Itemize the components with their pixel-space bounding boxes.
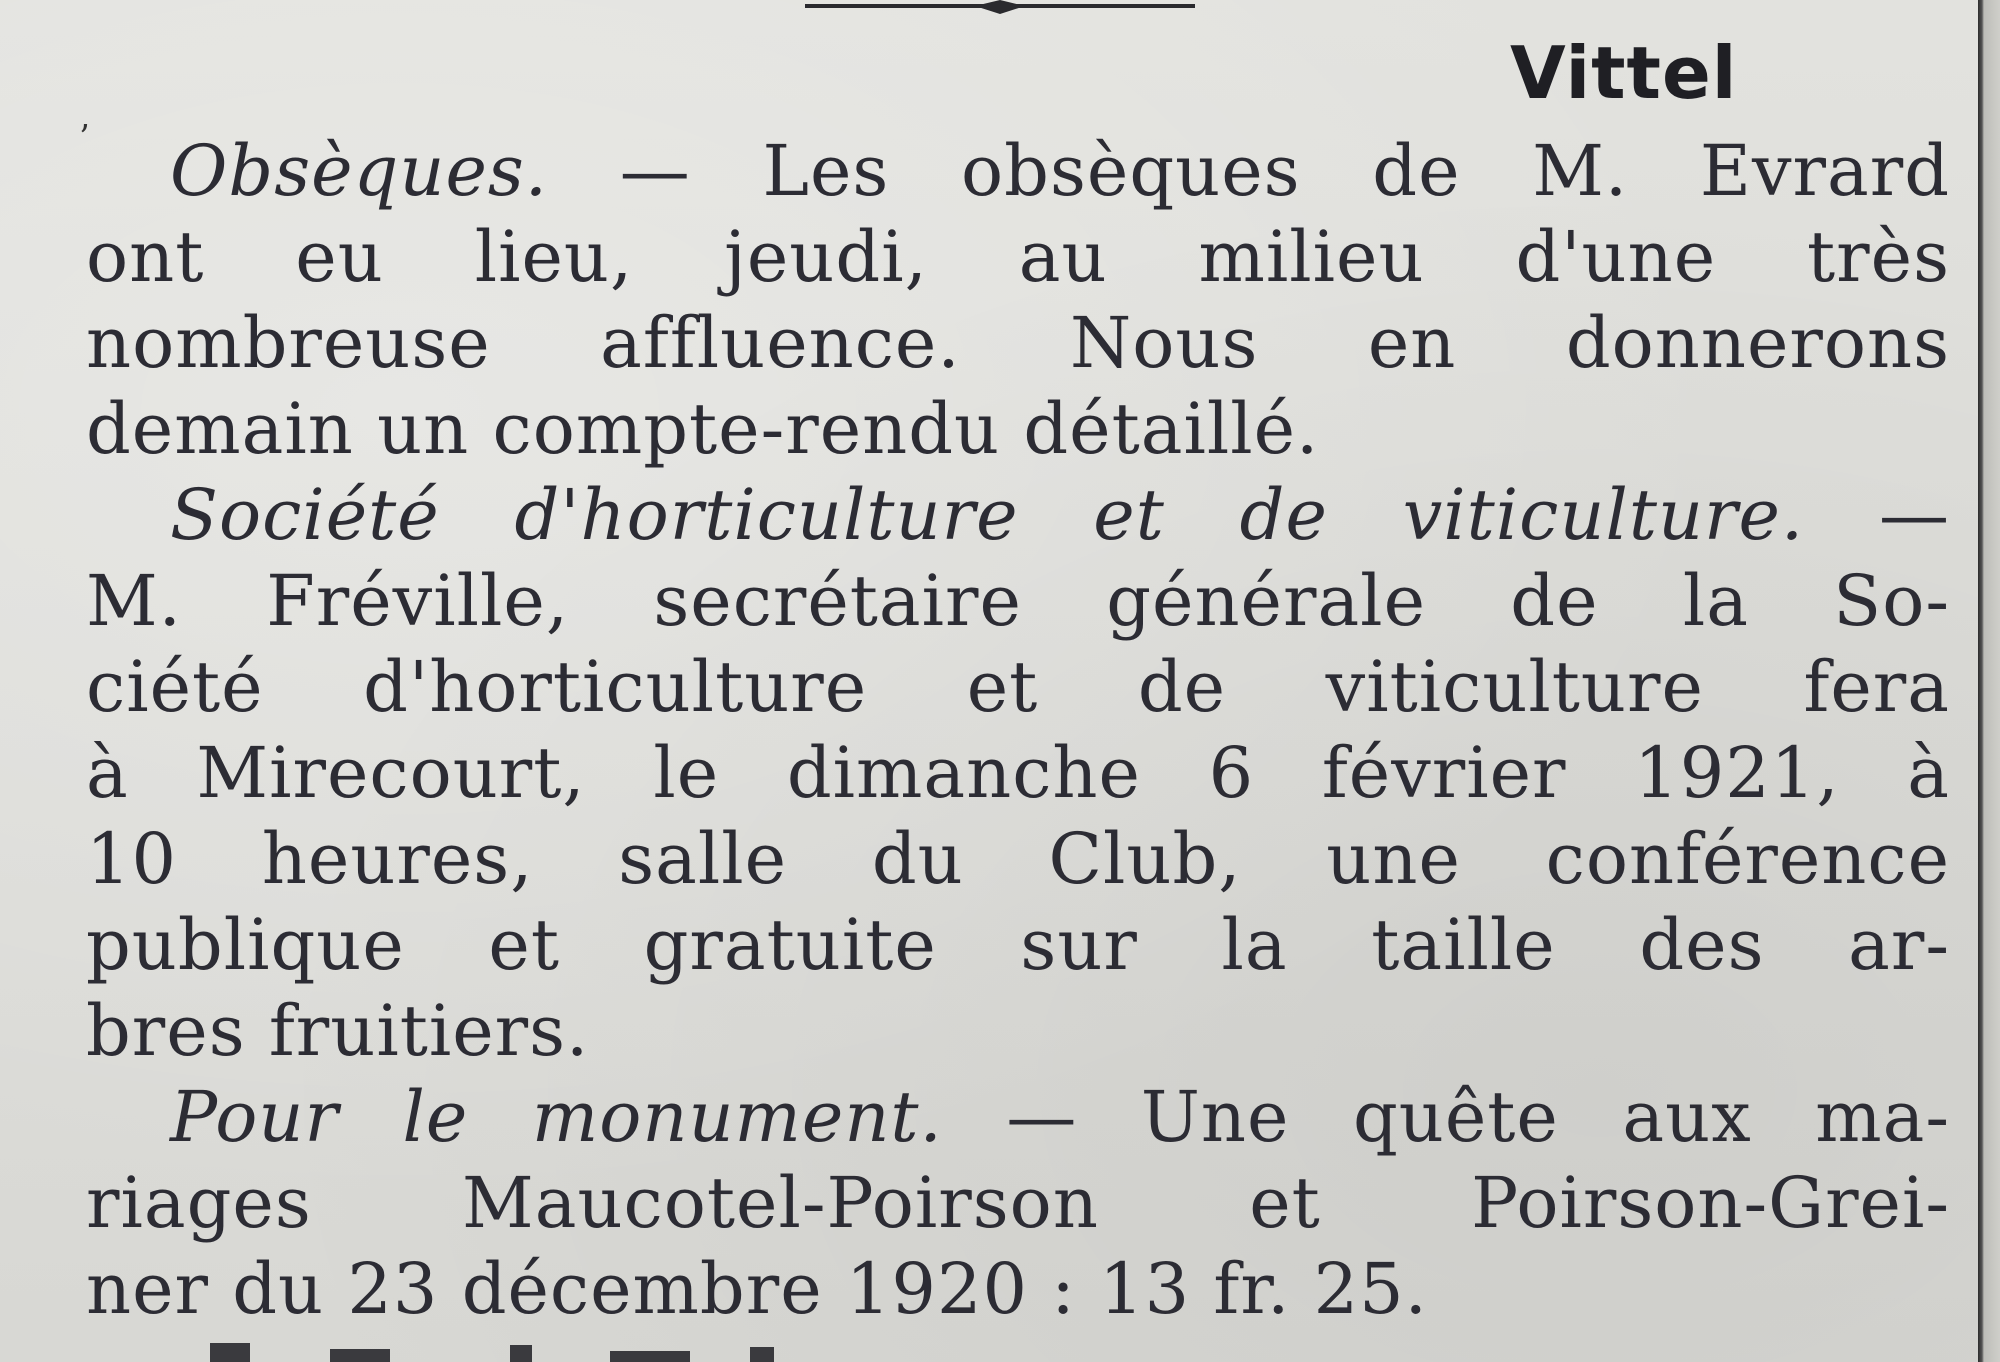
article-line: publique et gratuite sur la taille des ar- [86, 904, 1950, 986]
article-rubric: Pour le monument. [170, 1076, 943, 1158]
article-line: à Mirecourt, le dimanche 6 février 1921, à [86, 732, 1950, 814]
article-line: ner du 23 décembre 1920 : 13 fr. 25. [86, 1248, 1428, 1330]
article-line: bres fruitiers. [86, 990, 590, 1072]
article-text: — [1804, 474, 1950, 556]
print-mark: ʼ [78, 118, 89, 158]
article-column [86, 128, 1950, 1332]
article-line: ont eu lieu, jeudi, au milieu d'une très [86, 216, 1950, 298]
article-rubric: Obsèques. [170, 130, 549, 212]
article-line: riages Maucotel-Poirson et Poirson-Grei- [86, 1162, 1950, 1244]
article-rubric: Société d'horticulture et de viticulture. [170, 474, 1805, 556]
article-text: — Une quête aux ma- [942, 1076, 1950, 1158]
article-line [86, 128, 1950, 214]
article-line: demain un compte-rendu détaillé. [86, 388, 1320, 470]
article-line: nombreuse affluence. Nous en donnerons [86, 302, 1950, 384]
article-line [86, 1074, 1950, 1160]
cut-off-text-line [190, 1335, 1090, 1362]
decorative-rule [805, 0, 1195, 14]
page-edge-shadow [1978, 0, 2000, 1362]
article-line: 10 heures, salle du Club, une conférence [86, 818, 1950, 900]
article-line: M. Fréville, secrétaire générale de la So- [86, 560, 1950, 642]
article-line [86, 472, 1950, 558]
article-line: ciété d'horticulture et de viticulture fera [86, 646, 1950, 728]
section-heading: Vittel [1510, 31, 1738, 115]
article-text: — Les obsèques de M. Evrard [548, 130, 1950, 212]
